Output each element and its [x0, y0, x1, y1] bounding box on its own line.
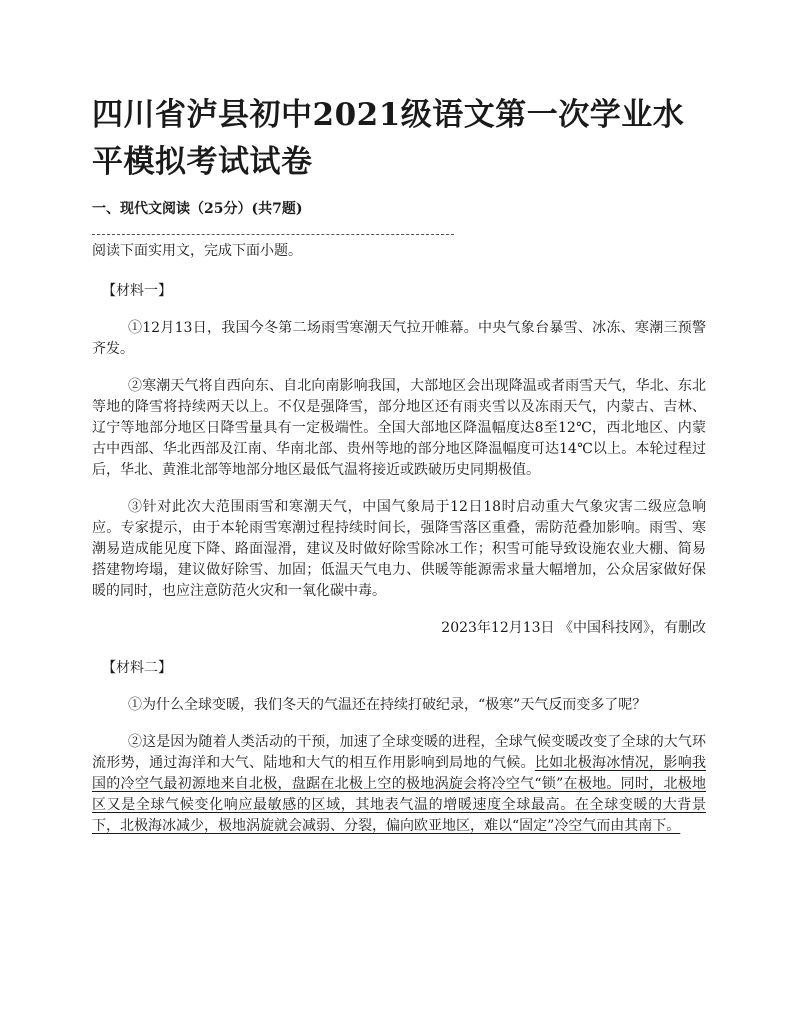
- material1-paragraph-2: ②寒潮天气将自西向东、自北向南影响我国，大部地区会出现降温或者雨雪天气，华北、东北等地的降雪将持续两天以上。不仅是强降雪，部分地区还有雨夹雪以及冻雨天气，内蒙古、吉林、辽宁等地部分地区日降雪量具有一定极端性。全国大部地区降温幅度达8至12℃，西北地区、内蒙古中西部、华北西部及江南、华南北部、贵州等地的部分地区降温幅度可达14℃以上。本轮过程过后，华北、黄淮北部等地部分地区最低气温将接近或跌破历史同期极值。: [92, 378, 706, 478]
- material2-label: 【材料二】: [102, 660, 172, 676]
- page-title: 四川省泸县初中2021级语文第一次学业水平模拟考试试卷: [92, 97, 685, 180]
- material2-paragraph-2: [92, 732, 706, 837]
- intro-text: 阅读下面实用文，完成下面小题。: [92, 243, 302, 259]
- underlined-passage: 比如北极海冰情况，影响我国的冷空气最初源地来自北极，盘踞在北极上空的极地涡旋会将冷空气“锁”在极地。同时，北极地区又是全球气候变化响应最敏感的区域，其地表气温的增暖速度全球最高。在全球变暖的大背景下，北极海冰减少，极地涡旋就会减弱、分裂，偏向欧亚地区，难以“固定”冷空气而由其南下。: [92, 755, 707, 834]
- material2-paragraph-2-text: ②这是因为随着人类活动的干预，加速了全球变暖的进程，全球气候变暖改变了全球的大气环流形势，通过海洋和大气、陆地和大气的相互作用影响到局地的气候。: [92, 734, 706, 771]
- section-heading: 一、现代文阅读（25分）(共7题): [92, 201, 303, 217]
- document-page: [92, 92, 706, 837]
- material1-paragraph-3: ③针对此次大范围雨雪和寒潮天气，中国气象局于12日18时启动重大气象灾害二级应急响应。专家提示，由于本轮雨雪寒潮过程持续时间长，强降雪落区重叠，需防范叠加影响。雨雪、寒潮易造成能见度下降、路面湿滑，建议及时做好除雪除冰工作；积雪可能导致设施农业大棚、简易搭建物垮塌，建议做好除雪、加固；低温天气电力、供暖等能源需求量大幅增加，公众居家做好保暖的同时，也应注意防范火灾和一氧化碳中毒。: [92, 499, 706, 599]
- material1-paragraph-1: ①12月13日，我国今冬第二场雨雪寒潮天气拉开帷幕。中央气象台暴雪、冰冻、寒潮三预警齐发。: [92, 320, 706, 357]
- material2-paragraph-1: ①为什么全球变暖，我们冬天的气温还在持续打破纪录，“极寒”天气反而变多了呢？: [128, 697, 647, 713]
- dashed-divider: [92, 234, 454, 235]
- material1-source: 2023年12月13日 《中国科技网》，有删改: [441, 620, 706, 636]
- material1-label: 【材料一】: [102, 283, 172, 299]
